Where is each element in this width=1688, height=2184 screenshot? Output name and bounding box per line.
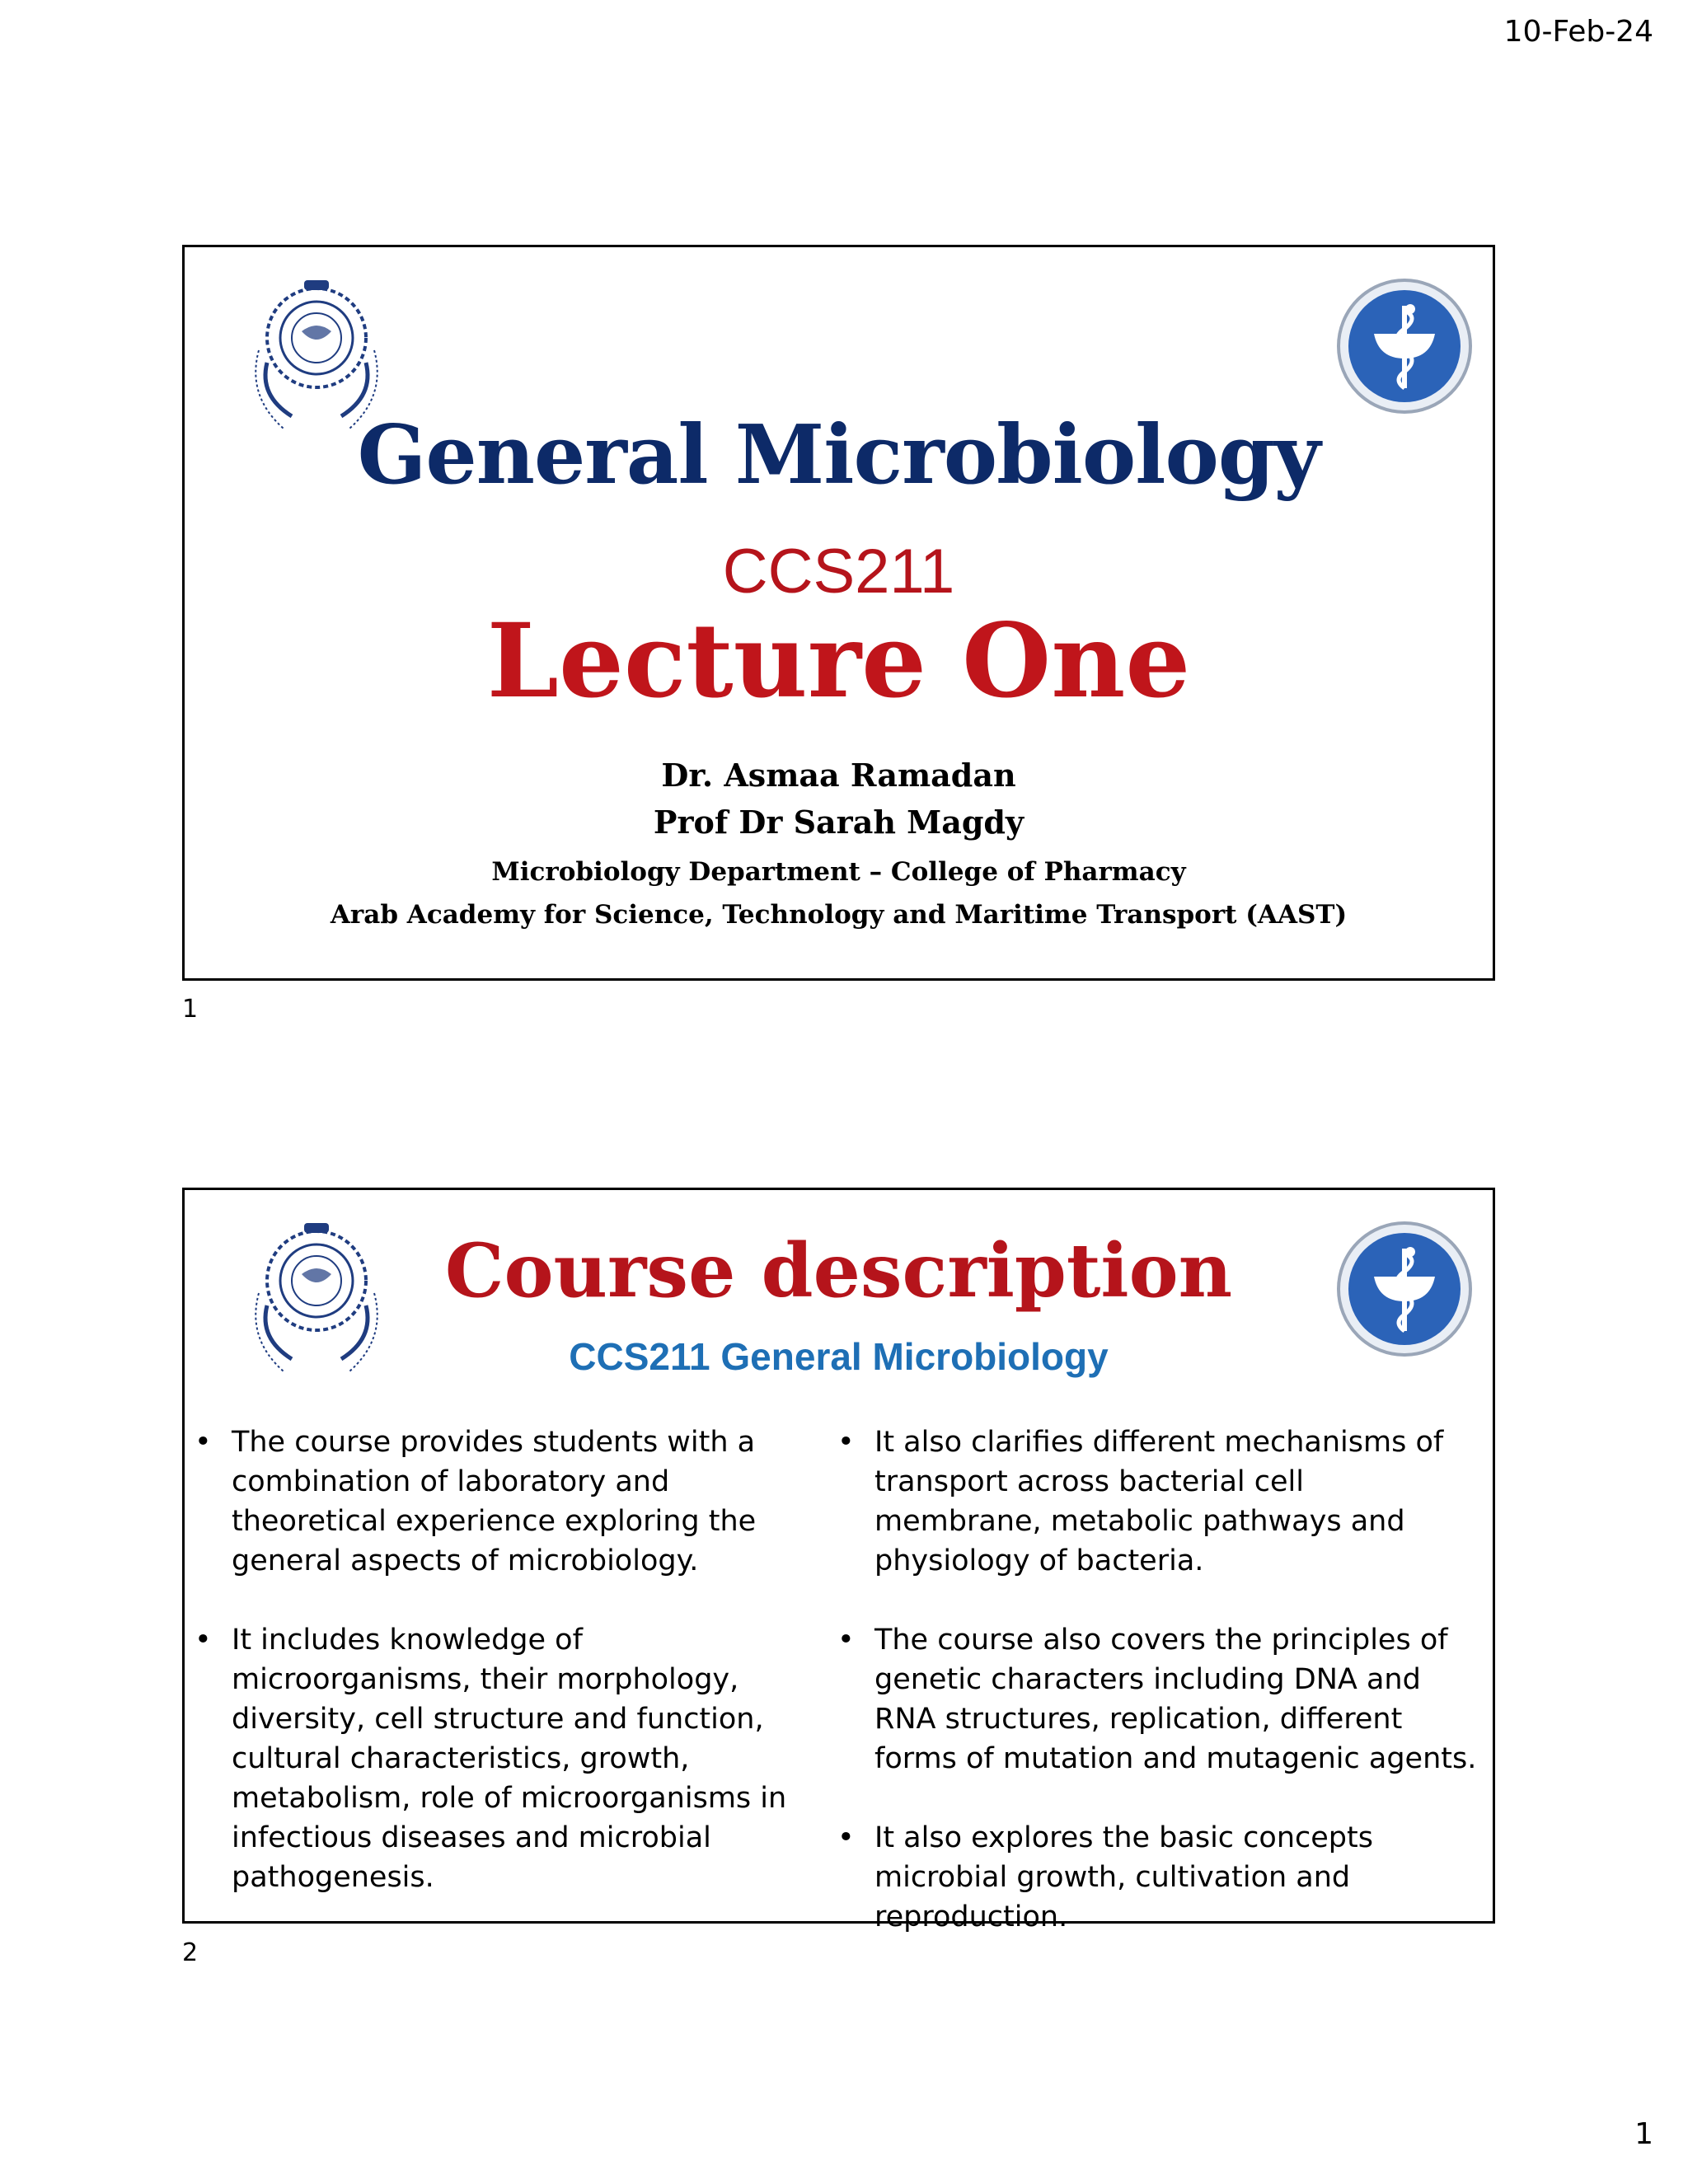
bullet-icon: •	[837, 1624, 855, 1657]
bullet-icon: •	[195, 1426, 212, 1459]
page-date: 10-Feb-24	[1503, 15, 1653, 49]
list-item	[828, 1620, 1479, 1779]
slide-1	[182, 245, 1495, 981]
institution-name: Arab Academy for Science, Technology and Maritime Transport (AAST)	[330, 900, 1348, 930]
bullet-text: It also explores the basic concepts microbial growth, cultivation and reproduction.	[874, 1821, 1373, 1933]
left-bullet-list	[185, 1422, 811, 1937]
list-item	[828, 1818, 1479, 1937]
course-description-subtitle: CCS211 General Microbiology	[569, 1335, 1109, 1378]
department-name: Microbiology Department – College of Pharmacy	[491, 857, 1186, 887]
slide-2-number: 2	[182, 1938, 199, 1967]
slide-2	[182, 1188, 1495, 1933]
page-number: 1	[1634, 2117, 1653, 2151]
right-bullet-list	[828, 1422, 1479, 1976]
course-code: CCS211	[722, 537, 955, 607]
bullet-text: It also clarifies different mechanisms of transport across bacterial cell membrane, metabolic pathways and physiology of bacteria.	[874, 1426, 1444, 1577]
lecture-course-title: General Microbiology	[357, 408, 1320, 503]
bullet-icon: •	[837, 1426, 855, 1459]
course-description-heading: Course description	[444, 1227, 1233, 1315]
list-item	[828, 1422, 1479, 1581]
bullet-text: It includes knowledge of microorganisms, their morphology, diversity, cell structure and function, cultural characteristics, growth, metabolism, role of microorganisms in infectious diseases and microbial pathogenesis.	[232, 1624, 787, 1894]
list-item	[185, 1422, 811, 1581]
author-primary: Dr. Asmaa Ramadan	[661, 757, 1016, 794]
pharmacy-caduceus-icon	[1334, 276, 1475, 416]
author-secondary: Prof Dr Sarah Magdy	[653, 804, 1025, 841]
bullet-text: The course provides students with a combination of laboratory and theoretical experience exploring the general aspects of microbiology.	[232, 1426, 757, 1577]
bullet-text: The course also covers the principles of genetic characters including DNA and RNA structures, replication, different forms of mutation and mutagenic agents.	[874, 1624, 1477, 1775]
bullet-icon: •	[195, 1624, 212, 1657]
lecture-number: Lecture One	[486, 602, 1191, 721]
list-item	[185, 1620, 811, 1897]
bullet-icon: •	[837, 1821, 855, 1854]
slide-1-number: 1	[182, 995, 199, 1024]
